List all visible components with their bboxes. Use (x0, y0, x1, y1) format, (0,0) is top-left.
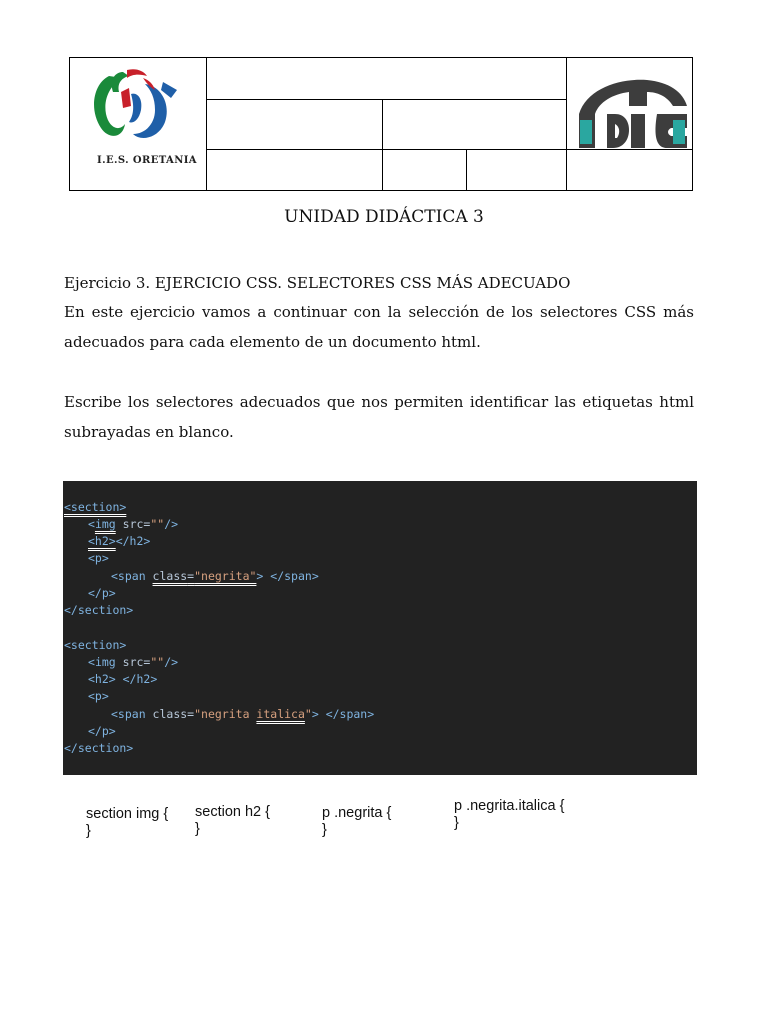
answer-selector (322, 805, 391, 839)
paragraph-line: adecuados para cada elemento de un documento html. (64, 333, 481, 351)
answer-selector-text: p .negrita.italica { (454, 798, 565, 814)
paragraph-line: subrayadas en blanco. (64, 423, 234, 441)
code-tag: <span (111, 569, 153, 583)
dic-logo (577, 78, 689, 150)
answer-selector (454, 798, 564, 832)
school-logo (79, 62, 197, 174)
code-line (64, 499, 126, 516)
header-divider (206, 58, 207, 190)
code-attr: src= (115, 655, 151, 669)
answer-selector (86, 806, 168, 840)
school-logo-caption: I.E.S. ORETANIA (97, 155, 197, 166)
code-tag: <h2> (88, 534, 116, 548)
code-string: "negrita (194, 707, 257, 721)
code-attr: = (187, 569, 195, 583)
code-line (88, 688, 109, 705)
code-attr: src= (115, 517, 151, 531)
code-line (111, 568, 319, 585)
code-string: italica (256, 707, 305, 721)
school-logo-icon (79, 62, 197, 154)
code-tag: <h2> (88, 672, 123, 686)
code-block (63, 481, 697, 775)
code-tag: < (88, 517, 95, 531)
code-tag: <section> (64, 500, 127, 514)
code-tag: img (94, 517, 116, 531)
answer-selector-text: section img { (86, 806, 169, 822)
code-tag: <p> (88, 551, 109, 565)
code-line (64, 602, 133, 619)
code-tag: </span> (325, 707, 375, 721)
code-line (111, 706, 374, 723)
code-line (64, 740, 133, 757)
answer-selector-text: p .negrita { (322, 805, 392, 821)
code-tag: > (311, 707, 326, 721)
paragraph-line: En este ejercicio vamos a continuar con la selección de los selectores CSS más (64, 303, 694, 321)
header-divider (566, 58, 567, 190)
code-tag: <section> (64, 638, 127, 652)
code-line (88, 533, 150, 550)
answer-selector-close: } (195, 821, 200, 837)
code-tag: </span> (270, 569, 319, 583)
paragraph-line: Escribe los selectores adecuados que nos permiten identificar las etiquetas html (64, 393, 694, 411)
code-tag: </section> (64, 603, 134, 617)
answer-selector-close: } (322, 822, 327, 838)
code-tag: < (88, 655, 95, 669)
code-attr: class (152, 707, 188, 721)
answer-selector (195, 804, 270, 838)
code-tag: </section> (64, 741, 134, 755)
code-attr: class (152, 569, 188, 583)
code-attr: = (187, 707, 195, 721)
code-tag: </p> (88, 724, 116, 738)
code-tag: img (94, 655, 116, 669)
answer-selector-close: } (86, 823, 91, 839)
header-divider (206, 99, 566, 100)
code-line (88, 585, 116, 602)
exercise-heading: Ejercicio 3. EJERCICIO CSS. SELECTORES CSS MÁS ADECUADO (64, 274, 571, 292)
header-divider (382, 99, 383, 190)
code-tag: </p> (88, 586, 116, 600)
header-divider (466, 149, 467, 190)
code-tag: > (256, 569, 271, 583)
code-line (88, 671, 157, 688)
answer-selector-close: } (454, 815, 459, 831)
code-tag: /> (164, 655, 179, 669)
code-tag: </h2> (122, 672, 158, 686)
code-string: " (304, 707, 312, 721)
code-string: "" (150, 655, 165, 669)
code-string: "negrita" (194, 569, 257, 583)
code-tag: <p> (88, 689, 109, 703)
code-line (88, 550, 109, 567)
dic-logo-icon (577, 78, 689, 150)
answer-selector-text: section h2 { (195, 804, 270, 820)
page-title: UNIDAD DIDÁCTICA 3 (284, 207, 484, 227)
code-line (88, 654, 178, 671)
code-tag: </h2> (115, 534, 151, 548)
code-string: "" (150, 517, 165, 531)
code-line (64, 637, 126, 654)
code-tag: <span (111, 707, 153, 721)
code-line (88, 516, 178, 533)
code-line (88, 723, 116, 740)
code-tag: /> (164, 517, 179, 531)
